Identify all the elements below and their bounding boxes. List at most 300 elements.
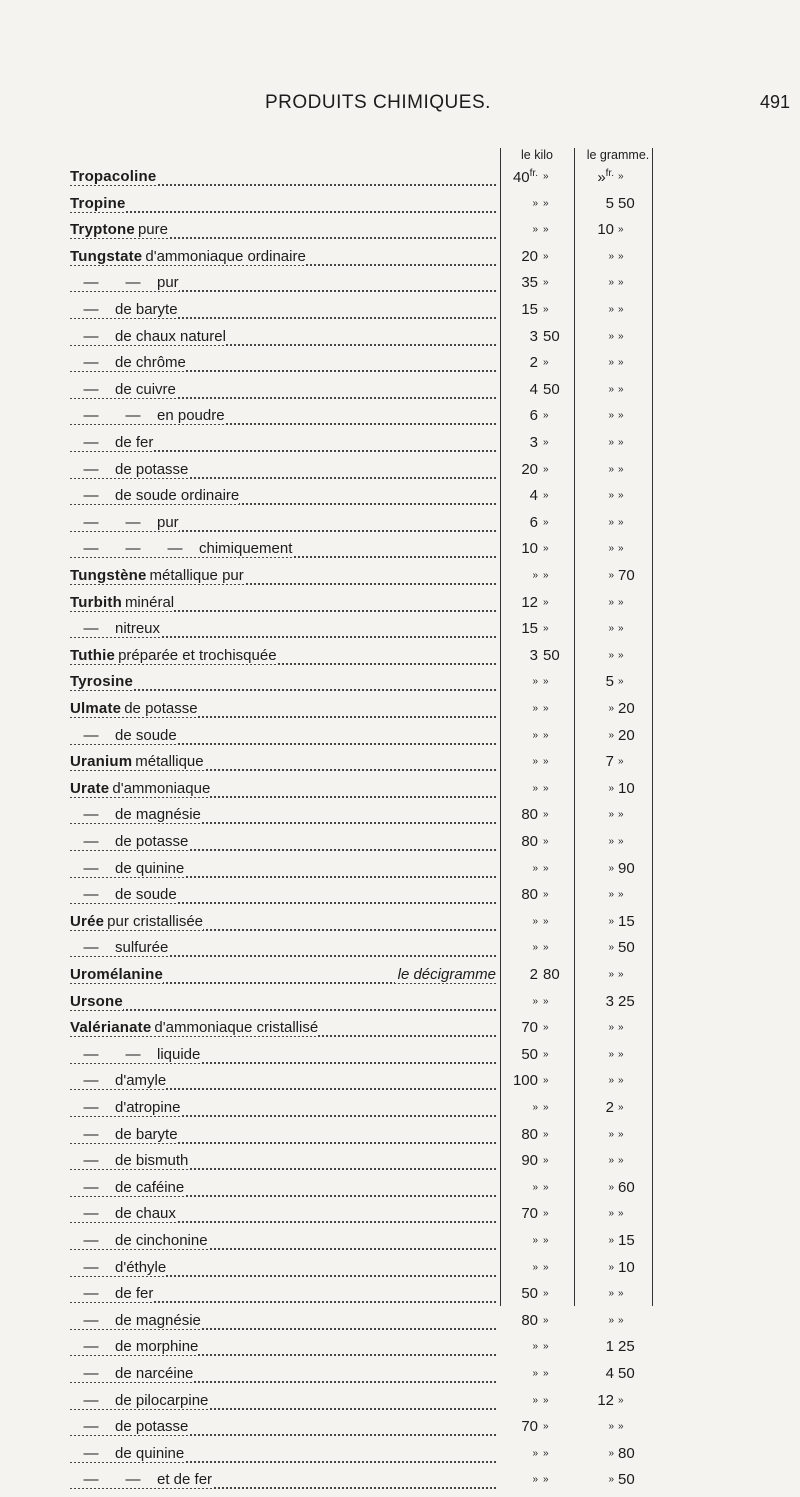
table-row bbox=[0, 860, 800, 886]
price-gramme-francs: » bbox=[608, 862, 614, 874]
product-variant: de baryte bbox=[112, 1126, 178, 1143]
product-variant: de cinchonine bbox=[112, 1232, 208, 1249]
item-description bbox=[70, 1205, 500, 1231]
price-kilo-francs: 80 bbox=[521, 1125, 538, 1143]
price-gramme-centimes: 15 bbox=[618, 1232, 635, 1249]
column-header-gramme: le gramme. bbox=[586, 148, 650, 162]
table-row bbox=[0, 727, 800, 753]
product-variant: de magnésie bbox=[112, 1312, 201, 1329]
table-row bbox=[0, 753, 800, 779]
ditto-dash: — bbox=[70, 1312, 112, 1329]
ditto-dash: — bbox=[70, 407, 112, 424]
price-gramme-centimes: 90 bbox=[618, 859, 635, 877]
item-description bbox=[70, 1392, 500, 1418]
price-gramme-centimes: » bbox=[618, 836, 624, 847]
price-kilo-francs: 15 bbox=[521, 301, 538, 318]
product-variant: de caféine bbox=[112, 1179, 184, 1196]
ditto-dash: — bbox=[70, 1205, 112, 1222]
product-variant: d'atropine bbox=[112, 1099, 180, 1116]
item-description bbox=[70, 780, 500, 806]
product-variant: de chaux bbox=[112, 1205, 176, 1222]
price-kilo-centimes: » bbox=[543, 1394, 549, 1406]
price-gramme-francs: » bbox=[608, 437, 614, 448]
item-description bbox=[70, 1232, 500, 1258]
item-description bbox=[70, 328, 500, 354]
price-gramme-centimes: 10 bbox=[618, 779, 635, 797]
table-row bbox=[0, 1365, 800, 1391]
product-name: Tryptone bbox=[70, 221, 135, 239]
ditto-dash: — bbox=[70, 1099, 112, 1116]
table-row bbox=[0, 1072, 800, 1098]
ditto-dash: — bbox=[70, 1418, 112, 1435]
table-row bbox=[0, 806, 800, 832]
price-gramme-francs: » bbox=[608, 1128, 614, 1140]
ditto-dash: — bbox=[70, 354, 112, 371]
ditto-dash: — bbox=[70, 620, 112, 637]
table-row bbox=[0, 886, 800, 912]
price-kilo-centimes: » bbox=[543, 1261, 549, 1273]
item-description bbox=[70, 1019, 500, 1045]
price-gramme-francs: » bbox=[608, 729, 614, 741]
price-gramme-francs: » bbox=[608, 490, 614, 502]
price-gramme-centimes: 50 bbox=[618, 1365, 635, 1382]
price-gramme-francs: 7 bbox=[605, 753, 614, 771]
price-gramme-centimes: » bbox=[618, 1102, 624, 1113]
product-variant: de potasse bbox=[112, 833, 188, 850]
price-kilo-francs: » bbox=[532, 729, 538, 741]
price-gramme-francs: » bbox=[608, 1474, 614, 1486]
product-variant: de magnésie bbox=[112, 806, 201, 823]
unit-note: le décigramme bbox=[395, 966, 496, 983]
price-kilo-centimes: » bbox=[543, 1314, 549, 1326]
dot-leader bbox=[70, 689, 496, 691]
price-gramme-francs: » bbox=[608, 410, 614, 422]
price-gramme-centimes: » bbox=[618, 1421, 624, 1433]
price-gramme-centimes: » bbox=[618, 1288, 624, 1300]
item-description bbox=[70, 1471, 500, 1497]
table-row bbox=[0, 328, 800, 354]
product-variant: en poudre bbox=[154, 407, 225, 424]
price-gramme-centimes: » bbox=[618, 1314, 624, 1326]
ditto-dash: — bbox=[112, 514, 154, 531]
table-row bbox=[0, 1099, 800, 1125]
price-gramme-francs: 12 bbox=[597, 1391, 614, 1409]
price-kilo-francs: » bbox=[532, 1447, 538, 1459]
price-gramme-francs: » bbox=[608, 1261, 614, 1273]
table-row bbox=[0, 1285, 800, 1311]
product-variant: de chaux naturel bbox=[112, 328, 226, 345]
table-row bbox=[0, 407, 800, 433]
table-row bbox=[0, 673, 800, 699]
product-variant: de quinine bbox=[112, 860, 184, 877]
price-kilo-centimes: » bbox=[543, 942, 549, 954]
price-kilo-centimes: » bbox=[543, 410, 549, 422]
price-kilo-francs: » bbox=[532, 1368, 538, 1379]
product-variant: de baryte bbox=[112, 301, 178, 318]
table-row bbox=[0, 461, 800, 487]
price-kilo-centimes: » bbox=[543, 277, 549, 289]
table-row bbox=[0, 1205, 800, 1231]
price-kilo-centimes: » bbox=[543, 703, 549, 714]
table-row bbox=[0, 1338, 800, 1364]
product-variant: métallique pur bbox=[147, 567, 244, 584]
price-kilo-francs: » bbox=[532, 224, 538, 236]
price-gramme-francs: » bbox=[608, 357, 614, 369]
price-gramme-francs: » bbox=[608, 1447, 614, 1459]
product-variant: de fer bbox=[112, 434, 153, 451]
item-description bbox=[70, 700, 500, 726]
price-gramme-centimes: » bbox=[618, 649, 624, 661]
product-name: Ursone bbox=[70, 992, 123, 1010]
price-gramme-francs: » bbox=[608, 836, 614, 847]
product-variant: de potasse bbox=[112, 461, 188, 478]
price-kilo-francs: » bbox=[532, 1102, 538, 1113]
product-variant: sulfurée bbox=[112, 939, 168, 956]
product-name: Uranium bbox=[70, 753, 133, 771]
price-table bbox=[0, 148, 800, 1489]
price-gramme-centimes: » bbox=[618, 1048, 624, 1060]
item-description bbox=[70, 1418, 500, 1444]
price-kilo-centimes: » bbox=[543, 171, 549, 182]
item-description bbox=[70, 1285, 500, 1311]
ditto-dash: — bbox=[70, 1338, 112, 1355]
price-gramme-centimes: » bbox=[618, 809, 624, 821]
product-variant: pur bbox=[154, 274, 179, 291]
price-gramme-centimes: 50 bbox=[618, 194, 635, 212]
price-gramme-francs: » bbox=[608, 969, 614, 980]
table-row bbox=[0, 168, 800, 194]
product-variant: d'amyle bbox=[112, 1072, 166, 1089]
price-gramme-francs: 3 bbox=[605, 992, 614, 1010]
price-kilo-centimes: » bbox=[543, 756, 549, 768]
ditto-dash: — bbox=[70, 1126, 112, 1143]
product-variant: métallique bbox=[132, 753, 203, 770]
item-description bbox=[70, 886, 500, 912]
price-kilo-centimes: » bbox=[543, 1128, 549, 1140]
price-gramme-francs: » bbox=[608, 1288, 614, 1300]
price-kilo-francs: 70 bbox=[521, 1205, 538, 1223]
ditto-dash: — bbox=[112, 1046, 154, 1063]
price-gramme-francs: » bbox=[608, 703, 614, 714]
price-gramme-francs: » bbox=[608, 623, 614, 635]
ditto-dash: — bbox=[70, 806, 112, 823]
product-name: Urate bbox=[70, 779, 110, 797]
price-gramme-francs: » bbox=[608, 1421, 614, 1433]
price-gramme-francs: » bbox=[608, 1155, 614, 1167]
product-variant: de pilocarpine bbox=[112, 1392, 208, 1409]
price-gramme-francs: » bbox=[608, 1048, 614, 1060]
product-variant: de soude bbox=[112, 727, 177, 744]
price-gramme-francs: 5 bbox=[605, 673, 614, 691]
item-description bbox=[70, 913, 500, 939]
table-row bbox=[0, 620, 800, 646]
price-kilo-francs: » bbox=[532, 995, 538, 1007]
product-name: Valérianate bbox=[70, 1019, 152, 1037]
ditto-dash: — bbox=[70, 1072, 112, 1089]
table-row bbox=[0, 540, 800, 566]
column-header-kilo: le kilo bbox=[521, 148, 553, 162]
price-kilo-centimes: » bbox=[543, 836, 549, 847]
price-kilo-francs: 50 bbox=[521, 1285, 538, 1303]
item-description bbox=[70, 1338, 500, 1364]
price-gramme-centimes: » bbox=[618, 1208, 624, 1220]
ditto-dash: — bbox=[154, 540, 196, 557]
item-description bbox=[70, 860, 500, 886]
item-description bbox=[70, 1126, 500, 1152]
price-gramme-centimes: » bbox=[618, 490, 624, 502]
price-kilo-francs: $40^{fr.}$ bbox=[512, 168, 538, 186]
item-description bbox=[70, 647, 500, 673]
product-variant: de potasse bbox=[112, 1418, 188, 1435]
price-kilo-centimes: » bbox=[543, 1421, 549, 1433]
price-kilo-centimes: » bbox=[543, 1341, 549, 1353]
price-gramme-centimes: » bbox=[618, 250, 624, 262]
price-kilo-francs: » bbox=[532, 1261, 538, 1273]
product-variant: de chrôme bbox=[112, 354, 186, 371]
table-row bbox=[0, 354, 800, 380]
price-kilo-francs: 80 bbox=[521, 833, 538, 850]
ditto-dash: — bbox=[70, 1365, 112, 1382]
running-title: PRODUITS CHIMIQUES. bbox=[265, 92, 491, 113]
price-kilo-centimes: » bbox=[543, 995, 549, 1007]
column-headers bbox=[0, 148, 800, 168]
price-gramme-centimes: » bbox=[618, 1128, 624, 1140]
price-kilo-francs: 35 bbox=[521, 274, 538, 292]
price-kilo-francs: » bbox=[532, 756, 538, 768]
ditto-dash: — bbox=[112, 540, 154, 557]
price-gramme-francs: » bbox=[608, 277, 614, 289]
price-kilo-francs: 50 bbox=[521, 1045, 538, 1063]
item-description bbox=[70, 248, 500, 274]
item-description bbox=[70, 966, 500, 992]
price-gramme-centimes: » bbox=[618, 171, 624, 182]
item-description bbox=[70, 1365, 500, 1391]
price-kilo-centimes: » bbox=[543, 250, 549, 262]
table-row bbox=[0, 1152, 800, 1178]
price-kilo-francs: 3 bbox=[529, 434, 538, 451]
table-row bbox=[0, 1392, 800, 1418]
item-description bbox=[70, 168, 500, 194]
product-variant: et de fer bbox=[154, 1471, 212, 1488]
ditto-dash: — bbox=[70, 274, 112, 291]
product-name: Tropacoline bbox=[70, 168, 157, 185]
product-variant: de fer bbox=[112, 1285, 153, 1302]
price-gramme-centimes: » bbox=[618, 383, 624, 395]
price-gramme-centimes: » bbox=[618, 596, 624, 608]
product-name: Ulmate bbox=[70, 700, 122, 717]
product-variant: de narcéine bbox=[112, 1365, 193, 1382]
price-gramme-francs: 5 bbox=[605, 194, 614, 212]
price-gramme-centimes: 20 bbox=[618, 700, 635, 717]
product-variant: pure bbox=[135, 221, 168, 238]
table-row bbox=[0, 647, 800, 673]
item-description bbox=[70, 993, 500, 1019]
price-kilo-centimes: » bbox=[543, 1368, 549, 1379]
product-variant: de morphine bbox=[112, 1338, 198, 1355]
price-gramme-centimes: 50 bbox=[618, 1471, 635, 1489]
ditto-dash: — bbox=[70, 514, 112, 531]
product-name: Tropine bbox=[70, 194, 126, 212]
product-variant: de cuivre bbox=[112, 381, 176, 398]
item-description bbox=[70, 1259, 500, 1285]
price-kilo-centimes: 50 bbox=[543, 380, 560, 398]
table-row bbox=[0, 1259, 800, 1285]
price-kilo-francs: » bbox=[532, 1394, 538, 1406]
ditto-dash: — bbox=[70, 1232, 112, 1249]
price-kilo-francs: » bbox=[532, 703, 538, 714]
product-variant: d'ammoniaque bbox=[109, 780, 210, 797]
price-gramme-francs: » bbox=[608, 889, 614, 901]
price-gramme-centimes: » bbox=[618, 889, 624, 901]
price-kilo-francs: 4 bbox=[529, 380, 538, 398]
price-gramme-centimes: 15 bbox=[618, 912, 635, 930]
price-kilo-francs: » bbox=[532, 862, 538, 874]
table-row bbox=[0, 1445, 800, 1471]
price-gramme-centimes: » bbox=[618, 277, 624, 289]
price-kilo-francs: » bbox=[532, 676, 538, 688]
product-variant: de quinine bbox=[112, 1445, 184, 1462]
price-gramme-centimes: » bbox=[618, 410, 624, 422]
price-kilo-centimes: » bbox=[543, 1447, 549, 1459]
product-name: Urée bbox=[70, 912, 105, 930]
item-description bbox=[70, 434, 500, 460]
product-variant: chimiquement bbox=[196, 540, 292, 557]
price-gramme-francs: » bbox=[608, 1235, 614, 1246]
price-kilo-centimes: » bbox=[543, 1181, 549, 1193]
price-gramme-centimes: » bbox=[618, 463, 624, 475]
price-kilo-centimes: 80 bbox=[543, 966, 560, 983]
price-kilo-centimes: » bbox=[543, 1235, 549, 1246]
price-kilo-francs: » bbox=[532, 570, 538, 581]
price-gramme-francs: » bbox=[608, 463, 614, 475]
ditto-dash: — bbox=[70, 1259, 112, 1276]
table-row bbox=[0, 567, 800, 593]
ditto-dash: — bbox=[70, 1285, 112, 1302]
item-description bbox=[70, 727, 500, 753]
price-kilo-francs: 70 bbox=[521, 1418, 538, 1436]
item-description bbox=[70, 407, 500, 433]
price-gramme-francs: »$^{fr.}$ bbox=[597, 168, 614, 186]
price-gramme-francs: » bbox=[608, 915, 614, 927]
table-row bbox=[0, 301, 800, 327]
product-name: Turbith bbox=[70, 593, 122, 611]
price-gramme-francs: » bbox=[608, 649, 614, 661]
price-gramme-francs: » bbox=[608, 383, 614, 395]
table-row bbox=[0, 700, 800, 726]
price-kilo-centimes: » bbox=[543, 437, 549, 448]
price-kilo-centimes: » bbox=[543, 889, 549, 901]
page-header bbox=[0, 92, 800, 116]
price-gramme-francs: » bbox=[608, 516, 614, 528]
price-gramme-francs: » bbox=[608, 596, 614, 608]
ditto-dash: — bbox=[70, 727, 112, 744]
product-variant: de bismuth bbox=[112, 1152, 188, 1169]
table-row bbox=[0, 487, 800, 513]
table-row bbox=[0, 939, 800, 965]
item-description bbox=[70, 1179, 500, 1205]
price-kilo-francs: 12 bbox=[521, 593, 538, 611]
price-kilo-francs: 20 bbox=[521, 460, 538, 478]
price-kilo-centimes: » bbox=[543, 1288, 549, 1300]
item-description bbox=[70, 274, 500, 300]
item-description bbox=[70, 1099, 500, 1125]
product-variant: de soude ordinaire bbox=[112, 487, 239, 504]
price-gramme-centimes: 25 bbox=[618, 992, 635, 1010]
price-gramme-francs: » bbox=[608, 1075, 614, 1087]
price-kilo-centimes: » bbox=[543, 543, 549, 555]
price-gramme-centimes: 25 bbox=[618, 1338, 635, 1356]
item-description bbox=[70, 354, 500, 380]
price-kilo-francs: » bbox=[532, 1474, 538, 1486]
product-name: Tuthie bbox=[70, 646, 116, 664]
product-variant: pur bbox=[154, 514, 179, 531]
price-kilo-centimes: » bbox=[543, 490, 549, 502]
ditto-dash: — bbox=[70, 1392, 112, 1409]
price-kilo-francs: 15 bbox=[521, 620, 538, 638]
price-kilo-centimes: » bbox=[543, 357, 549, 369]
price-kilo-centimes: » bbox=[543, 782, 549, 794]
price-kilo-centimes: » bbox=[543, 1102, 549, 1113]
price-gramme-centimes: 50 bbox=[618, 939, 635, 957]
price-kilo-francs: 100 bbox=[512, 1072, 538, 1090]
price-kilo-centimes: » bbox=[543, 224, 549, 236]
table-row bbox=[0, 1418, 800, 1444]
price-kilo-francs: » bbox=[532, 942, 538, 954]
product-name: Tyrosine bbox=[70, 673, 134, 691]
price-kilo-francs: » bbox=[532, 1341, 538, 1353]
price-gramme-francs: » bbox=[608, 543, 614, 555]
price-gramme-francs: » bbox=[608, 1314, 614, 1326]
price-gramme-centimes: » bbox=[618, 304, 624, 315]
price-gramme-francs: » bbox=[608, 304, 614, 315]
price-gramme-centimes: » bbox=[618, 357, 624, 369]
price-gramme-centimes: 60 bbox=[618, 1178, 635, 1196]
item-description bbox=[70, 1072, 500, 1098]
price-gramme-centimes: 20 bbox=[618, 726, 635, 744]
table-row bbox=[0, 248, 800, 274]
price-kilo-francs: 6 bbox=[529, 407, 538, 425]
price-kilo-francs: 2 bbox=[529, 354, 538, 372]
table-row bbox=[0, 966, 800, 992]
price-kilo-francs: » bbox=[532, 1235, 538, 1246]
item-description bbox=[70, 753, 500, 779]
ditto-dash: — bbox=[112, 1471, 154, 1488]
price-gramme-francs: » bbox=[608, 570, 614, 581]
ditto-dash: — bbox=[70, 434, 112, 451]
table-row bbox=[0, 195, 800, 221]
price-gramme-centimes: » bbox=[618, 756, 624, 768]
item-description bbox=[70, 195, 500, 221]
price-kilo-centimes: » bbox=[543, 197, 549, 209]
price-kilo-francs: 80 bbox=[521, 806, 538, 824]
item-description bbox=[70, 461, 500, 487]
price-kilo-centimes: 50 bbox=[543, 646, 560, 664]
table-row bbox=[0, 780, 800, 806]
price-kilo-francs: 80 bbox=[521, 886, 538, 904]
price-gramme-francs: » bbox=[608, 250, 614, 262]
price-kilo-francs: 2 bbox=[529, 966, 538, 983]
table-row bbox=[0, 1312, 800, 1338]
price-gramme-francs: 2 bbox=[605, 1099, 614, 1116]
ditto-dash: — bbox=[70, 1179, 112, 1196]
table-row bbox=[0, 1019, 800, 1045]
price-gramme-francs: 4 bbox=[605, 1365, 614, 1382]
item-description bbox=[70, 939, 500, 965]
ditto-dash: — bbox=[70, 860, 112, 877]
product-variant: liquide bbox=[154, 1046, 200, 1063]
ditto-dash: — bbox=[70, 1046, 112, 1063]
price-gramme-centimes: » bbox=[618, 676, 624, 688]
